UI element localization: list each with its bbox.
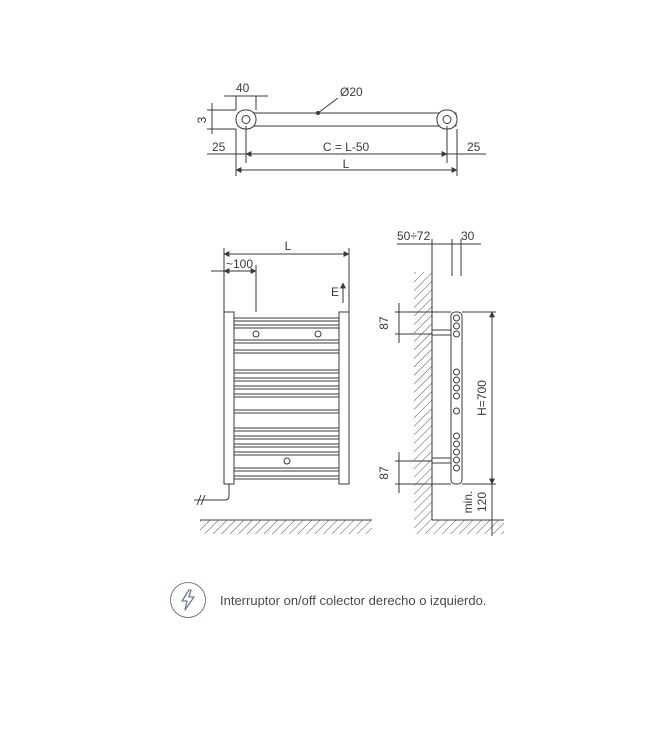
top-bar — [238, 113, 456, 126]
note-text: Interruptor on/off colector derecho o izquierdo. — [220, 592, 487, 608]
wall-hatch — [414, 272, 432, 520]
dim-25-right-label: 25 — [467, 140, 481, 154]
mount-point — [284, 458, 290, 464]
dim-50-72-label: 50÷72 — [397, 229, 431, 243]
dim-40-label: 40 — [236, 81, 250, 95]
dim-3-label: 3 — [195, 116, 209, 124]
floor-hatch — [200, 520, 372, 534]
front-view-labels — [226, 239, 339, 299]
front-dim-l-label: L — [284, 239, 292, 253]
mount-point — [253, 331, 259, 337]
mount-point — [315, 331, 321, 337]
dim-min-label: min. — [461, 490, 475, 514]
dim-diameter-label: Ø20 — [340, 85, 363, 99]
side-floor-hatch — [414, 520, 504, 534]
collector-left — [224, 312, 234, 484]
rails — [234, 318, 339, 479]
front-view — [194, 248, 372, 534]
dim-87-bottom-label: 87 — [377, 466, 391, 480]
label-e: E — [331, 285, 340, 299]
dim-120-label: 120 — [475, 491, 489, 513]
lightning-bolt-icon — [170, 582, 206, 618]
collector-right — [339, 312, 349, 484]
feature-note — [170, 580, 486, 620]
dim-l-label: L — [342, 157, 350, 171]
side-bracket-bottom — [432, 458, 451, 463]
side-view-labels — [377, 229, 489, 513]
dim-100-label: ~100 — [226, 257, 254, 271]
dim-c-label: C = L-50 — [322, 140, 370, 154]
dim-h-label: H=700 — [475, 380, 489, 416]
dim-25-left-label: 25 — [212, 140, 226, 154]
dim-87-top-label: 87 — [377, 316, 391, 330]
power-cable — [194, 484, 229, 500]
dim-30-label: 30 — [461, 229, 475, 243]
side-bracket-top — [432, 330, 451, 335]
